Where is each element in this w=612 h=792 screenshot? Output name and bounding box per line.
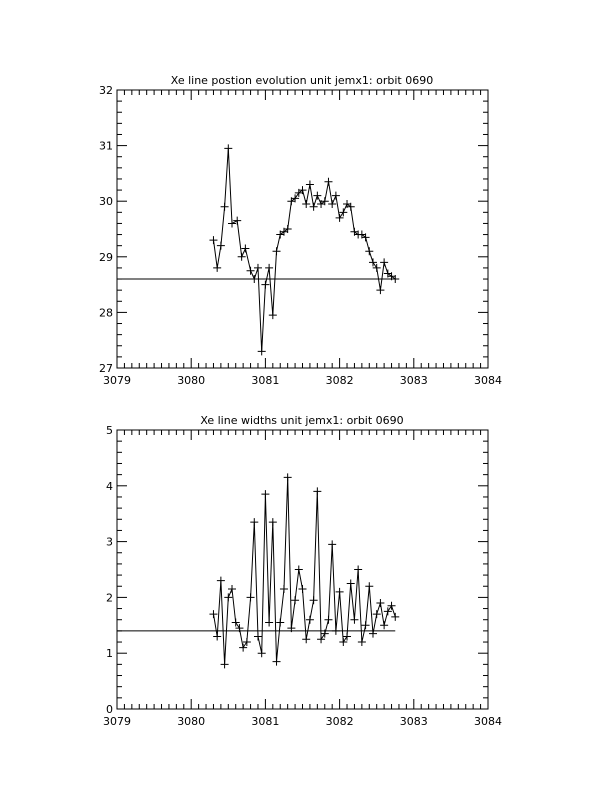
data-point bbox=[247, 593, 255, 601]
data-point bbox=[306, 181, 314, 189]
y-tick-label: 32 bbox=[99, 84, 113, 97]
chart-line-position bbox=[99, 74, 502, 387]
data-point bbox=[313, 192, 321, 200]
data-point bbox=[317, 635, 325, 643]
data-point bbox=[250, 518, 258, 526]
data-point bbox=[332, 627, 340, 635]
x-tick-label: 3082 bbox=[325, 715, 354, 728]
x-tick-label: 3081 bbox=[251, 374, 280, 387]
data-point bbox=[324, 616, 332, 624]
data-point bbox=[332, 192, 340, 200]
data-point bbox=[295, 566, 303, 574]
data-point bbox=[224, 593, 232, 601]
data-point bbox=[362, 621, 370, 629]
chart-title: Xe line widths unit jemx1: orbit 0690 bbox=[200, 414, 404, 427]
x-tick-label: 3082 bbox=[325, 374, 354, 387]
data-point bbox=[284, 473, 292, 481]
data-point bbox=[273, 247, 281, 255]
data-point bbox=[384, 607, 392, 615]
data-point bbox=[302, 635, 310, 643]
data-point bbox=[276, 619, 284, 627]
y-tick-label: 28 bbox=[99, 306, 113, 320]
chart-title: Xe line postion evolution unit jemx1: orbit 0690 bbox=[170, 74, 434, 87]
data-point bbox=[269, 518, 277, 526]
y-tick-label: 29 bbox=[99, 250, 113, 264]
data-point bbox=[376, 599, 384, 607]
data-point bbox=[243, 638, 251, 646]
data-point bbox=[343, 632, 351, 640]
data-point bbox=[339, 208, 347, 216]
data-point bbox=[228, 585, 236, 593]
data-point bbox=[265, 264, 273, 272]
data-point bbox=[310, 203, 318, 211]
data-point bbox=[258, 649, 266, 657]
data-point bbox=[380, 258, 388, 266]
x-tick-label: 3080 bbox=[177, 715, 206, 728]
x-tick-label: 3079 bbox=[103, 374, 131, 387]
data-point bbox=[213, 264, 221, 272]
data-point bbox=[209, 236, 217, 244]
data-point bbox=[258, 347, 266, 355]
x-tick-label: 3083 bbox=[399, 374, 428, 387]
data-point bbox=[350, 616, 358, 624]
data-point bbox=[261, 281, 269, 289]
data-point bbox=[269, 311, 277, 319]
y-tick-label: 2 bbox=[106, 591, 113, 605]
y-tick-label: 5 bbox=[106, 424, 113, 437]
data-point bbox=[238, 253, 246, 261]
y-tick-label: 0 bbox=[106, 703, 113, 716]
y-tick-label: 3 bbox=[106, 535, 113, 549]
data-point bbox=[391, 613, 399, 621]
x-tick-label: 3079 bbox=[103, 715, 131, 728]
series-line bbox=[214, 148, 396, 351]
y-tick-label: 27 bbox=[99, 362, 113, 375]
data-point bbox=[221, 660, 229, 668]
data-point bbox=[217, 242, 225, 250]
y-tick-label: 30 bbox=[99, 195, 113, 209]
x-tick-label: 3083 bbox=[399, 715, 428, 728]
data-point bbox=[254, 632, 262, 640]
data-point bbox=[302, 200, 310, 208]
data-point bbox=[306, 616, 314, 624]
data-point bbox=[254, 264, 262, 272]
data-point bbox=[247, 267, 255, 275]
data-point bbox=[209, 610, 217, 618]
data-point bbox=[373, 610, 381, 618]
data-point bbox=[213, 632, 221, 640]
x-tick-label: 3084 bbox=[474, 715, 502, 728]
data-point bbox=[376, 286, 384, 294]
data-point bbox=[310, 596, 318, 604]
data-point bbox=[354, 566, 362, 574]
data-point bbox=[221, 203, 229, 211]
data-point bbox=[339, 638, 347, 646]
x-tick-label: 3084 bbox=[474, 374, 502, 387]
y-tick-label: 31 bbox=[99, 139, 113, 153]
chart-line-widths bbox=[103, 414, 502, 728]
data-point bbox=[328, 540, 336, 548]
data-point bbox=[347, 579, 355, 587]
data-point bbox=[324, 178, 332, 186]
x-tick-label: 3080 bbox=[177, 374, 206, 387]
data-point bbox=[358, 638, 366, 646]
plot-frame bbox=[117, 90, 488, 368]
data-point bbox=[280, 585, 288, 593]
data-point bbox=[273, 658, 281, 666]
data-point bbox=[380, 621, 388, 629]
data-point bbox=[365, 247, 373, 255]
data-point bbox=[336, 588, 344, 596]
data-point bbox=[224, 144, 232, 152]
y-tick-label: 1 bbox=[106, 647, 113, 661]
data-point bbox=[299, 585, 307, 593]
data-point bbox=[261, 490, 269, 498]
series-line bbox=[214, 477, 396, 664]
data-point bbox=[250, 275, 258, 283]
data-point bbox=[373, 264, 381, 272]
data-point bbox=[388, 602, 396, 610]
x-tick-label: 3081 bbox=[251, 715, 280, 728]
data-point bbox=[365, 582, 373, 590]
data-point bbox=[291, 596, 299, 604]
data-point bbox=[328, 200, 336, 208]
y-tick-label: 4 bbox=[106, 479, 113, 493]
data-point bbox=[241, 244, 249, 252]
data-point bbox=[369, 258, 377, 266]
data-point bbox=[217, 577, 225, 585]
data-point bbox=[313, 487, 321, 495]
data-point bbox=[232, 619, 240, 627]
data-point bbox=[336, 214, 344, 222]
data-point bbox=[239, 644, 247, 652]
data-point bbox=[265, 619, 273, 627]
